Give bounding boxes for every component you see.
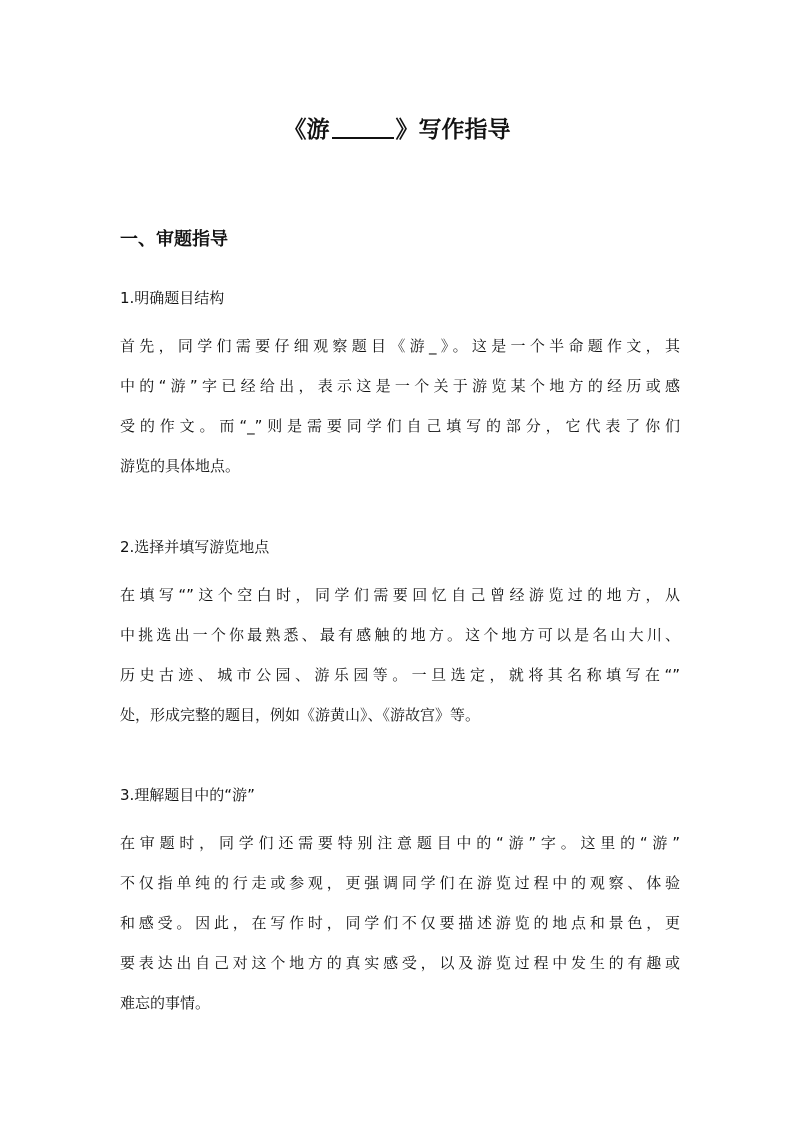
item-1-line-4: 游览的具体地点。 [120,457,241,475]
item-1-line-2: 中的“游”字已经给出，表示这是一个关于游览某个地方的经历或感 [120,377,680,395]
item-2-line-4: 处，形成完整的题目，例如《游黄山》、《游故宫》等。 [120,706,481,724]
title-blank-underline [332,113,394,139]
item-1-heading: 1.明确题目结构 [120,289,225,307]
item-2-line-2: 中挑选出一个你最熟悉、最有感触的地方。这个地方可以是名山大川、 [120,626,680,644]
title-close: 》写作指导 [395,117,511,143]
item-2-heading: 2.选择并填写游览地点 [120,538,270,556]
item-3-line-3: 和感受。因此，在写作时，同学们不仅要描述游览的地点和景色，更 [120,914,680,932]
item-2-line-1: 在填写“”这个空白时，同学们需要回忆自己曾经游览过的地方，从 [120,586,680,604]
item-2-line-3: 历史古迹、城市公园、游乐园等。一旦选定，就将其名称填写在“” [120,666,680,684]
document-title [0,112,794,148]
item-1-line-3: 受的作文。而“_”则是需要同学们自己填写的部分，它代表了你们 [120,417,680,435]
item-3 [120,783,680,1023]
item-2 [120,535,680,735]
item-3-line-1: 在审题时，同学们还需要特别注意题目中的“游”字。这里的“游” [120,834,680,852]
item-3-line-5: 难忘的事情。 [120,994,211,1012]
section-heading: 一、审题指导 [120,229,228,250]
item-1 [120,286,680,486]
item-3-line-2: 不仅指单纯的行走或参观，更强调同学们在游览过程中的观察、体验 [120,874,680,892]
item-3-heading: 3.理解题目中的“游” [120,786,255,804]
title-open: 《游 [283,117,330,143]
item-3-line-4: 要表达出自己对这个地方的真实感受，以及游览过程中发生的有趣或 [120,954,680,972]
item-1-line-1: 首先，同学们需要仔细观察题目《游_》。这是一个半命题作文，其 [120,337,680,355]
